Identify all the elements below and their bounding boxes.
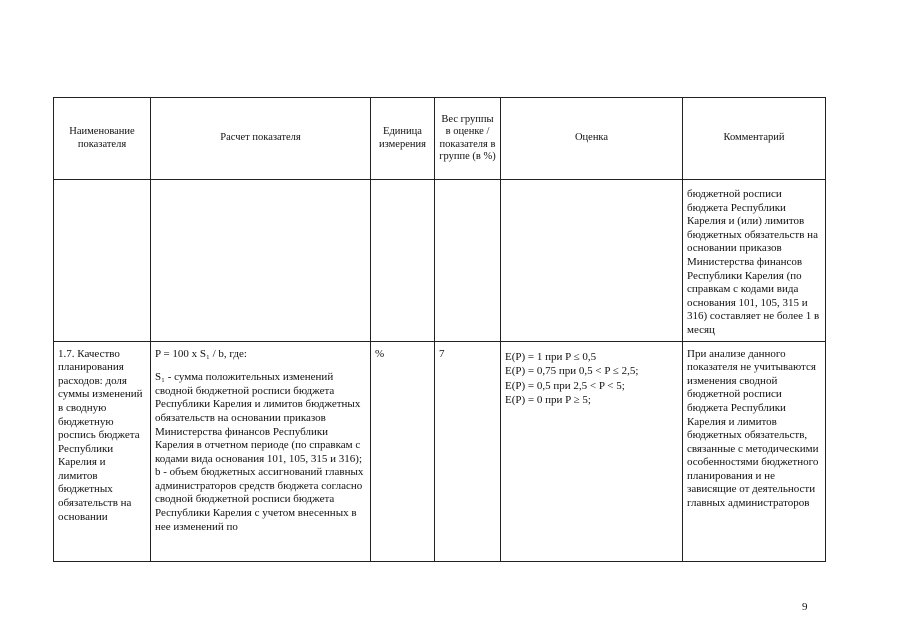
score-line: E(P) = 1 при P ≤ 0,5 xyxy=(505,350,597,363)
row2-calc-cell xyxy=(151,341,371,561)
row2-unit-cell: % xyxy=(371,341,435,561)
calc-s1-definition: S₁ - сумма положительных изменений сводной бюджетной росписи бюджета Республики Карелия и лимитов бюджетных обязательств на основании приказов Министерства финансов Республики Карелия в отчетном периоде (по справкам с кодами вида основания 101, 105, 315 и 316); xyxy=(155,371,363,465)
row1-unit-cell xyxy=(371,180,435,342)
header-name: Наименование показателя xyxy=(54,98,151,180)
score-line: E(P) = 0,5 при 2,5 < P < 5; xyxy=(505,379,625,392)
calc-formula: P = 100 x S₁ / b, где: xyxy=(155,347,247,360)
header-score: Оценка xyxy=(501,98,683,180)
table-row xyxy=(54,341,826,561)
table-row xyxy=(54,180,826,342)
row2-name-cell: 1.7. Качество планирования расходов: доля суммы изменений в сводную бюджетную роспись бюджета Республики Карелия и лимитов бюджетных обязательств на основании xyxy=(54,341,151,561)
header-row xyxy=(54,98,826,180)
header-comment: Комментарий xyxy=(683,98,826,180)
header-calc: Расчет показателя xyxy=(151,98,371,180)
row2-weight-cell: 7 xyxy=(435,341,501,561)
row1-weight-cell xyxy=(435,180,501,342)
calc-b-definition: b - объем бюджетных ассигнований главных администраторов средств бюджета согласно сводной бюджетной росписи бюджета Республики Карелия с учетом внесенных в нее изменений по xyxy=(155,466,364,533)
row1-name-cell xyxy=(54,180,151,342)
indicator-table xyxy=(53,97,826,562)
row1-calc-cell xyxy=(151,180,371,342)
row1-comment-cell: бюджетной росписи бюджета Республики Карелия и (или) лимитов бюджетных обязательств на основании приказов Министерства финансов Республики Карелия (по справкам с кодами вида основания 101, 105, 315 и 316) составляет не более 1 в месяц xyxy=(683,180,826,342)
header-unit: Единица измерения xyxy=(371,98,435,180)
score-line: E(P) = 0,75 при 0,5 < P ≤ 2,5; xyxy=(505,365,639,378)
score-line: E(P) = 0 при P ≥ 5; xyxy=(505,394,591,407)
header-weight: Вес группы в оценке / показателя в группе (в %) xyxy=(435,98,501,180)
row2-score-cell xyxy=(501,341,683,561)
row1-score-cell xyxy=(501,180,683,342)
row2-comment-cell: При анализе данного показателя не учитываются изменения сводной бюджетной росписи бюджета Республики Карелия и лимитов бюджетных обязательств, связанные с методическими особенностями бюджетного планирования и не зависящие от деятельности главных администраторов xyxy=(683,341,826,561)
page-number: 9 xyxy=(802,601,808,613)
